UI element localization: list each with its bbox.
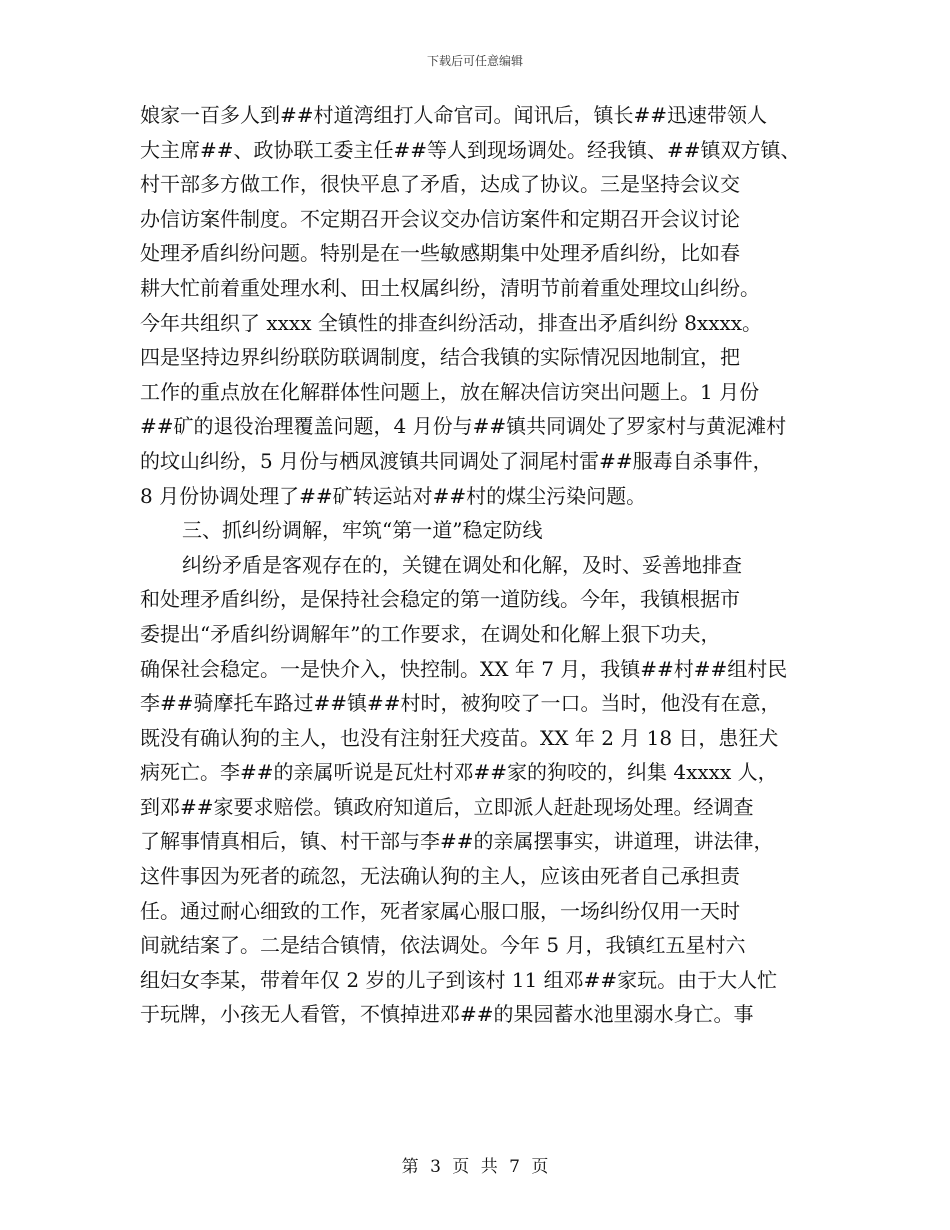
- paragraph-line: ##矿的退役治理覆盖问题，4 月份与##镇共同调处了罗家村与黄泥滩村: [140, 414, 787, 439]
- paragraph-line: 村干部多方做工作，很快平息了矛盾，达成了协议。三是坚持会议交: [140, 172, 740, 197]
- paragraph-line: 纠纷矛盾是客观存在的，关键在调处和化解，及时、妥善地排查: [182, 552, 742, 577]
- paragraph-line: 到邓##家要求赔偿。镇政府知道后，立即派人赶赴现场处理。经调查: [140, 794, 754, 819]
- paragraph-line: 于玩牌，小孩无人看管，不慎掉进邓##的果园蓄水池里溺水身亡。事: [140, 1002, 754, 1027]
- paragraph-line: 大主席##、政协联工委主任##等人到现场调处。经我镇、##镇双方镇、: [140, 137, 801, 162]
- document-body: [140, 98, 820, 1032]
- paragraph-line: 的坟山纠纷，5 月份与栖凤渡镇共同调处了洞尾村雷##服毒自杀事件，: [140, 448, 773, 473]
- paragraph-line: 今年共组织了 xxxx 全镇性的排查纠纷活动，排查出矛盾纠纷 8xxxx。: [140, 310, 763, 335]
- paragraph-line: 李##骑摩托车路过##镇##村时，被狗咬了一口。当时，他没有在意，: [140, 691, 781, 716]
- paragraph-line: 办信访案件制度。不定期召开会议交办信访案件和定期召开会议讨论: [140, 206, 740, 231]
- paragraph-line: 娘家一百多人到##村道湾组打人命官司。闻讯后，镇长##迅速带领人: [140, 103, 768, 127]
- paragraph-line: 病死亡。李##的亲属听说是瓦灶村邓##家的狗咬的，纠集 4xxxx 人，: [140, 760, 778, 785]
- paragraph-line: 处理矛盾纠纷问题。特别是在一些敏感期集中处理矛盾纠纷，比如春: [140, 241, 740, 266]
- paragraph-line: 四是坚持边界纠纷联防联调制度，结合我镇的实际情况因地制宜，把: [140, 345, 740, 370]
- paragraph-line: 8 月份协调处理了##矿转运站对##村的煤尘污染问题。: [140, 483, 647, 508]
- paragraph-line: 组妇女李某，带着年仅 2 岁的儿子到该村 11 组邓##家玩。由于大人忙: [140, 967, 778, 992]
- paragraph-line: 既没有确认狗的主人，也没有注射狂犬疫苗。XX 年 2 月 18 日，患狂犬: [140, 725, 779, 750]
- paragraph-line: 和处理矛盾纠纷，是保持社会稳定的第一道防线。今年，我镇根据市: [140, 587, 740, 612]
- paragraph-line: 任。通过耐心细致的工作，死者家属心服口服，一场纠纷仅用一天时: [140, 898, 740, 923]
- paragraph-line: 这件事因为死者的疏忽，无法确认狗的主人，应该由死者自己承担责: [140, 864, 740, 889]
- paragraph-line: 耕大忙前着重处理水利、田土权属纠纷，清明节前着重处理坟山纠纷。: [140, 275, 760, 300]
- paragraph-line: 三、抓纠纷调解，牢筑“第一道”稳定防线: [182, 518, 543, 543]
- page-footer: 第 3 页 共 7 页: [401, 1157, 549, 1177]
- paragraph-line: 委提出“矛盾纠纷调解年”的工作要求，在调处和化解上狠下功夫，: [140, 621, 721, 646]
- page-header: 下载后可任意编辑: [426, 54, 523, 68]
- paragraph-line: 工作的重点放在化解群体性问题上，放在解决信访突出问题上。1 月份: [140, 379, 760, 404]
- paragraph-line: 了解事情真相后，镇、村干部与李##的亲属摆事实，讲道理，讲法律，: [140, 829, 774, 854]
- paragraph-line: 间就结案了。二是结合镇情，依法调处。今年 5 月，我镇红五星村六: [140, 933, 746, 958]
- paragraph-line: 确保社会稳定。一是快介入，快控制。XX 年 7 月，我镇##村##组村民: [140, 656, 788, 681]
